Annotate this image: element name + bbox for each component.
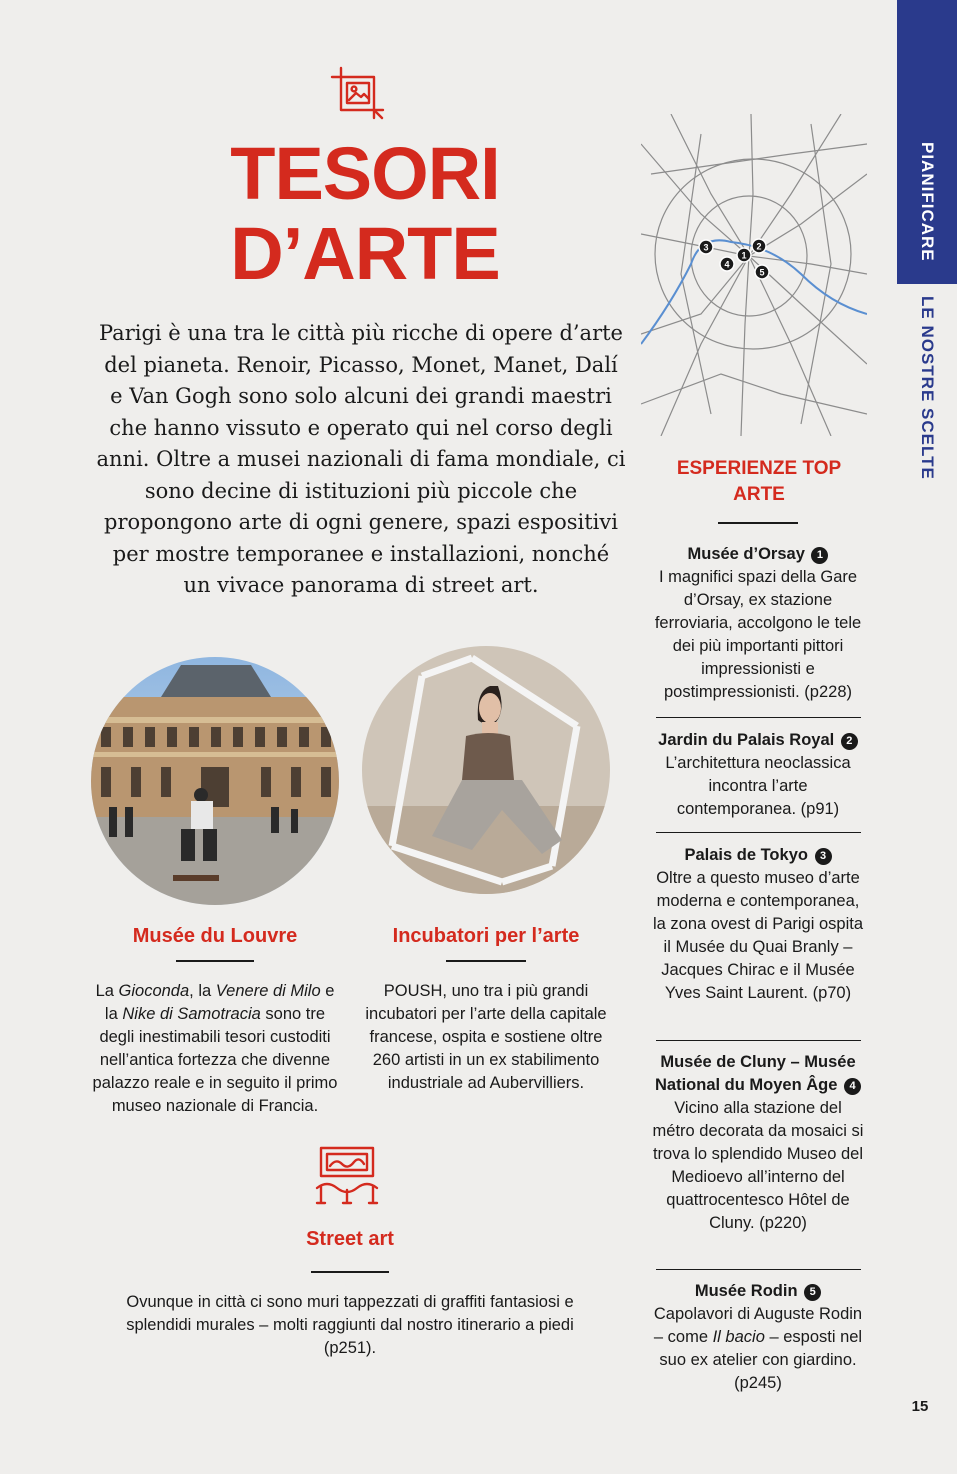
experience-description-artwork: Il bacio [712, 1328, 765, 1346]
louvre-text-nike: Nike di Samotracia [122, 1005, 261, 1023]
map-marker-4-label: 4 [724, 259, 730, 270]
experience-divider [656, 832, 861, 833]
louvre-text-part: , la [189, 982, 216, 1000]
experience-item [652, 1051, 864, 1235]
top-experiences-heading-line-1: ESPERIENZE TOP [676, 458, 842, 479]
map-marker-1-label: 1 [741, 250, 747, 261]
map-marker-2-label: 2 [756, 241, 762, 252]
experience-divider [656, 1040, 861, 1041]
experience-item [652, 543, 864, 704]
map-marker-5-label: 5 [759, 267, 765, 278]
experience-description-part: – esposti nel suo ex atelier con giardino. (p245) [659, 1328, 863, 1392]
experience-description: Oltre a questo museo d’arte moderna e contemporanea, la zona ovest di Parigi ospita il Musée du Quai Branly – Jacques Chirac e il Musée Yves Saint Laurent. (p70) [652, 869, 864, 1002]
experience-number-badge: 3 [815, 848, 832, 865]
page-title-line-1: TESORI [230, 132, 500, 215]
louvre-text-venere: Venere di Milo [215, 982, 321, 1000]
experience-divider [656, 717, 861, 718]
picture-frame-icon [330, 66, 392, 124]
experience-description: I magnifici spazi della Gare d’Orsay, ex stazione ferroviaria, accolgono le tele dei più importanti pittori impressionisti e postimpressionisti. (p228) [654, 568, 862, 701]
street-art-card-rule [311, 1271, 389, 1273]
experience-number-badge: 4 [844, 1078, 861, 1095]
experience-name: Musée d’Orsay [687, 545, 805, 563]
map-marker-1[interactable] [737, 248, 751, 262]
experience-number-badge: 2 [841, 733, 858, 750]
map-marker-5[interactable] [755, 265, 769, 279]
louvre-text-part: La [95, 982, 119, 1000]
experience-name: Musée de Cluny – Musée National du Moyen Âge [654, 1053, 856, 1094]
paris-map [641, 114, 867, 436]
experience-number-badge: 5 [804, 1284, 821, 1301]
experience-item [652, 1280, 864, 1395]
experience-description-part: Capolavori di Auguste Rodin – come [653, 1305, 863, 1346]
incubators-card-title: Incubatori per l’arte [392, 925, 580, 947]
louvre-text-gioconda: Gioconda [118, 982, 190, 1000]
street-art-card-text: Ovunque in città ci sono muri tappezzati di graffiti fantasiosi e splendidi murales – molti raggiunti dal nostro itinerario a piedi (p251). [126, 1293, 574, 1357]
louvre-card-rule [176, 960, 254, 962]
experience-name: Musée Rodin [694, 1282, 798, 1300]
map-marker-3[interactable] [699, 240, 713, 254]
street-art-card-title: Street art [306, 1228, 394, 1250]
experience-name: Jardin du Palais Royal [658, 731, 835, 749]
page-title [170, 134, 560, 294]
section-side-tab [897, 0, 957, 1474]
incubators-card-text: POUSH, uno tra i più grandi incubatori per l’arte della capitale francese, ospita e sostiene oltre 260 artisti in un ex stabilimento industriale ad Aubervilliers. [365, 982, 607, 1092]
side-tab-label-le-nostre-scelte[interactable]: LE NOSTRE SCELTE [918, 296, 937, 480]
experience-description: L’architettura neoclassica incontra l’arte contemporanea. (p91) [665, 754, 851, 818]
louvre-card-title: Musée du Louvre [132, 925, 298, 947]
experience-item [652, 844, 864, 1005]
experience-item [652, 729, 864, 821]
experience-name: Palais de Tokyo [684, 846, 808, 864]
top-experiences-heading-line-2: ARTE [733, 484, 785, 505]
page-number: 15 [911, 1398, 929, 1415]
louvre-text-part: sono tre degli inestimabili tesori custoditi nell’antica fortezza che divenne palazzo reale e in seguito il primo museo nazionale di Francia. [92, 1005, 338, 1115]
louvre-text-part: e la [104, 982, 335, 1023]
experience-divider [656, 1269, 861, 1270]
top-experiences-heading-rule [718, 522, 798, 524]
page-title-line-2: D’ARTE [230, 212, 500, 295]
side-tab-label-pianificare[interactable]: PIANIFICARE [918, 142, 937, 262]
top-experiences-heading [645, 456, 873, 508]
art-incubator-photo [362, 646, 610, 894]
map-marker-2[interactable] [752, 239, 766, 253]
experience-description: Vicino alla stazione del métro decorata da mosaici si trova lo splendido Museo del Medioevo all’interno del quattrocentesco Hôtel de Cluny. (p220) [652, 1099, 864, 1232]
gallery-painting-icon [314, 1146, 380, 1206]
experience-number-badge: 1 [811, 547, 828, 564]
intro-paragraph: Parigi è una tra le città più ricche di opere d’arte del pianeta. Renoir, Picasso, Monet, Manet, Dalí e Van Gogh sono solo alcuni dei grandi maestri che hanno vissuto e operato qui nel corso degli anni. Oltre a musei nazionali di fama mondiale, ci sono decine di istituzioni più piccole che propongono arte di ogni genere, spazi espositivi per mostre temporanee e installazioni, nonché un vivace panorama di street art. [96, 321, 626, 597]
map-marker-3-label: 3 [703, 242, 709, 253]
louvre-photo [91, 657, 339, 905]
louvre-card-text [88, 980, 342, 1118]
map-marker-4[interactable] [720, 257, 734, 271]
incubators-card-rule [446, 960, 526, 962]
